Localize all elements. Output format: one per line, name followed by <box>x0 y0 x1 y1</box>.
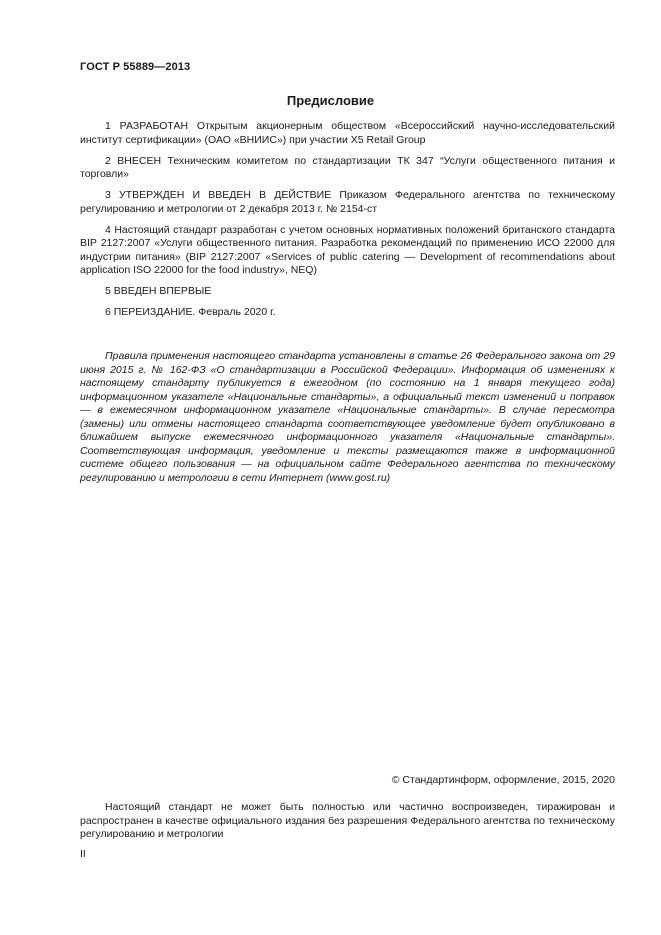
preface-paragraph-3: 3 УТВЕРЖДЕН И ВВЕДЕН В ДЕЙСТВИЕ Приказом Федерального агентства по техническому регулированию и метрологии от 2 декабря 2013 г. № 2154-ст <box>80 189 615 215</box>
preface-paragraph-2: 2 ВНЕСЕН Техническим комитетом по стандартизации ТК 347 “Услуги общественного питания и торговли» <box>80 154 615 180</box>
document-code: ГОСТ Р 55889—2013 <box>80 61 191 73</box>
copyright-line: © Стандартинформ, оформление, 2015, 2020 <box>391 774 615 786</box>
preface-paragraph-5: 5 ВВЕДЕН ВПЕРВЫЕ <box>105 285 212 297</box>
preface-paragraph-1: 1 РАЗРАБОТАН Открытым акционерным обществом «Всероссийский научно-исследовательский институт сертификации» (ОАО «ВНИИС») при участии X5 Retail Group <box>80 120 615 146</box>
preface-paragraph-6: 6 ПЕРЕИЗДАНИЕ. Февраль 2020 г. <box>105 306 276 318</box>
preface-body <box>80 120 615 327</box>
page-number: II <box>80 848 86 860</box>
preface-paragraph-4: 4 Настоящий стандарт разработан с учетом основных нормативных положений британского стандарта BIP 2127:2007 «Услуги общественного питания. Разработка рекомендаций по применению ИСО 22000 для индустрии питания» (BIP 2127:2007 «Services of public catering — Development of recommendations about application ISO 22000 for the food industry», NEQ) <box>80 223 615 276</box>
rules-note: Правила применения настоящего стандарта установлены в статье 26 Федерального закона от 29 июня 2015 г. № 162-ФЗ «О стандартизации в Российской Федерации». Информация об изменениях к настоящему стандарту публикуется в ежегодном (по состоянию на 1 января текущего года) информационном указателе «Национальные стандарты», а официальный текст изменений и поправок — в ежемесячном информационном указателе «Национальные стандарты». В случае пересмотра (замены) или отмены настоящего стандарта соответствующее уведомление будет опубликовано в ближайшем выпуске ежемесячного информационного указателя «Национальные стандарты». Соответствующая информация, уведомление и тексты размещаются также в информационной системе общего пользования — на официальном сайте Федерального агентства по техническому регулированию и метрологии в сети Интернет (www.gost.ru) <box>80 350 615 484</box>
preface-title: Предисловие <box>286 93 375 108</box>
reproduction-notice: Настоящий стандарт не может быть полностью или частично воспроизведен, тиражирован и распространен в качестве официального издания без разрешения Федерального агентства по техническому регулированию и метрологии <box>80 801 615 840</box>
